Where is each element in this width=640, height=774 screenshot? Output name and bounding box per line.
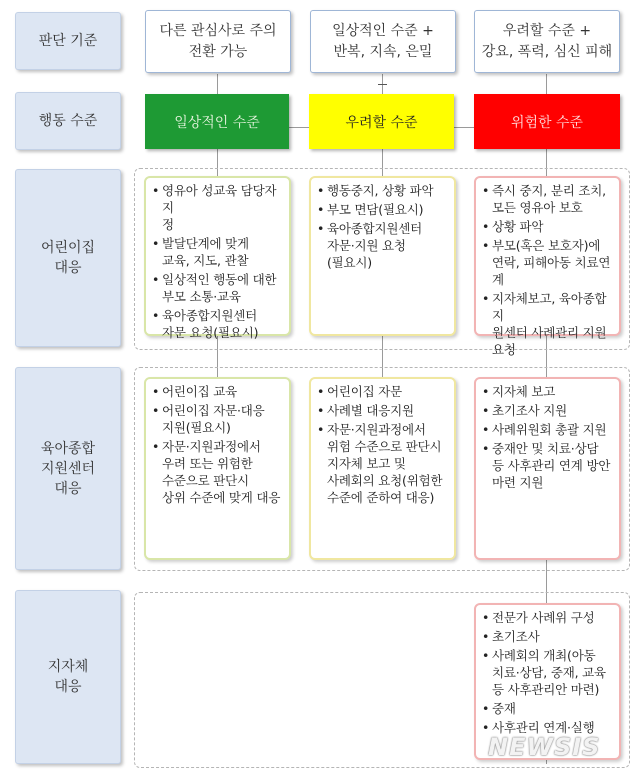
row-label-center: 육아종합 지원센터 대응	[15, 367, 121, 570]
daycare-danger-box	[474, 176, 621, 357]
list-item: • 사례별 대응지원	[317, 402, 448, 419]
list-item: • 영유아 성교육 담당자 지 정	[152, 182, 283, 233]
list-item: • 부모(혹은 보호자)에 연락, 피해아동 치료연계	[482, 237, 613, 288]
connector-mark	[378, 84, 387, 85]
criteria-box-danger: 우려할 수준 + 강요, 폭력, 심신 피해	[474, 10, 620, 73]
list-item: • 어린이집 교육	[152, 383, 283, 400]
list-item: • 행동중지, 상황 파악	[317, 182, 448, 199]
center-normal-box	[144, 377, 291, 560]
list-item: • 사례회의 개최(아동 치료·상담, 중재, 교육 등 사후관리안 마련)	[482, 647, 613, 698]
list-item: • 일상적인 행동에 대한 부모 소통·교육	[152, 271, 283, 305]
level-box-concern: 우려할 수준	[309, 94, 454, 149]
row-label-local-gov: 지자체 대응	[15, 590, 121, 764]
list-item: • 어린이집 자문·대응 지원(필요시)	[152, 402, 283, 436]
criteria-box-concern: 일상적인 수준 + 반복, 지속, 은밀	[310, 10, 456, 73]
list-item: • 부모 면담(필요시)	[317, 201, 448, 218]
row-label-daycare: 어린이집 대응	[15, 169, 121, 347]
row-label-criteria: 판단 기준	[15, 12, 121, 70]
list-item: • 사례위원회 총괄 지원	[482, 421, 613, 438]
criteria-box-normal: 다른 관심사로 주의 전환 가능	[145, 10, 291, 73]
list-item: • 중재	[482, 700, 613, 717]
center-concern-box	[309, 377, 456, 560]
daycare-normal-box	[144, 176, 291, 340]
list-item: • 육아종합지원센터 자문·지원 요청 (필요시)	[317, 220, 448, 271]
list-item: • 즉시 중지, 분리 조치, 모든 영유아 보호	[482, 182, 613, 216]
connector-line	[454, 127, 474, 128]
list-item: • 자문·지원과정에서 위험 수준으로 판단시 지자체 보고 및 사례회의 요청(위험한 수준에 준하여 대응)	[317, 421, 448, 506]
newsis-watermark: NEWSIS	[488, 733, 601, 761]
list-item: • 지자체 보고	[482, 383, 613, 400]
list-item: • 발달단계에 맞게 교육, 지도, 관찰	[152, 235, 283, 269]
list-item: • 초기조사 지원	[482, 402, 613, 419]
center-danger-box	[474, 377, 621, 560]
list-item: • 자문·지원과정에서 우려 또는 위험한 수준으로 판단시 상위 수준에 맞게 대응	[152, 438, 283, 506]
list-item: • 전문가 사례위 구성	[482, 609, 613, 626]
list-item: • 상황 파악	[482, 218, 613, 235]
level-box-normal: 일상적인 수준	[145, 94, 289, 149]
list-item: • 중재안 및 치료·상담 등 사후관리 연계 방안 마련 지원	[482, 440, 613, 491]
level-box-danger: 위험한 수준	[474, 94, 620, 149]
list-item: • 초기조사	[482, 628, 613, 645]
connector-line	[289, 127, 309, 128]
daycare-concern-box	[309, 176, 456, 336]
list-item: • 사후관리 연계·실행	[482, 719, 613, 736]
row-label-level: 행동 수준	[15, 92, 121, 150]
list-item: • 육아종합지원센터 자문 요청(필요시)	[152, 307, 283, 341]
list-item: • 지자체보고, 육아종합지 원센터 사례관리 지원 요청	[482, 290, 613, 358]
list-item: • 어린이집 자문	[317, 383, 448, 400]
